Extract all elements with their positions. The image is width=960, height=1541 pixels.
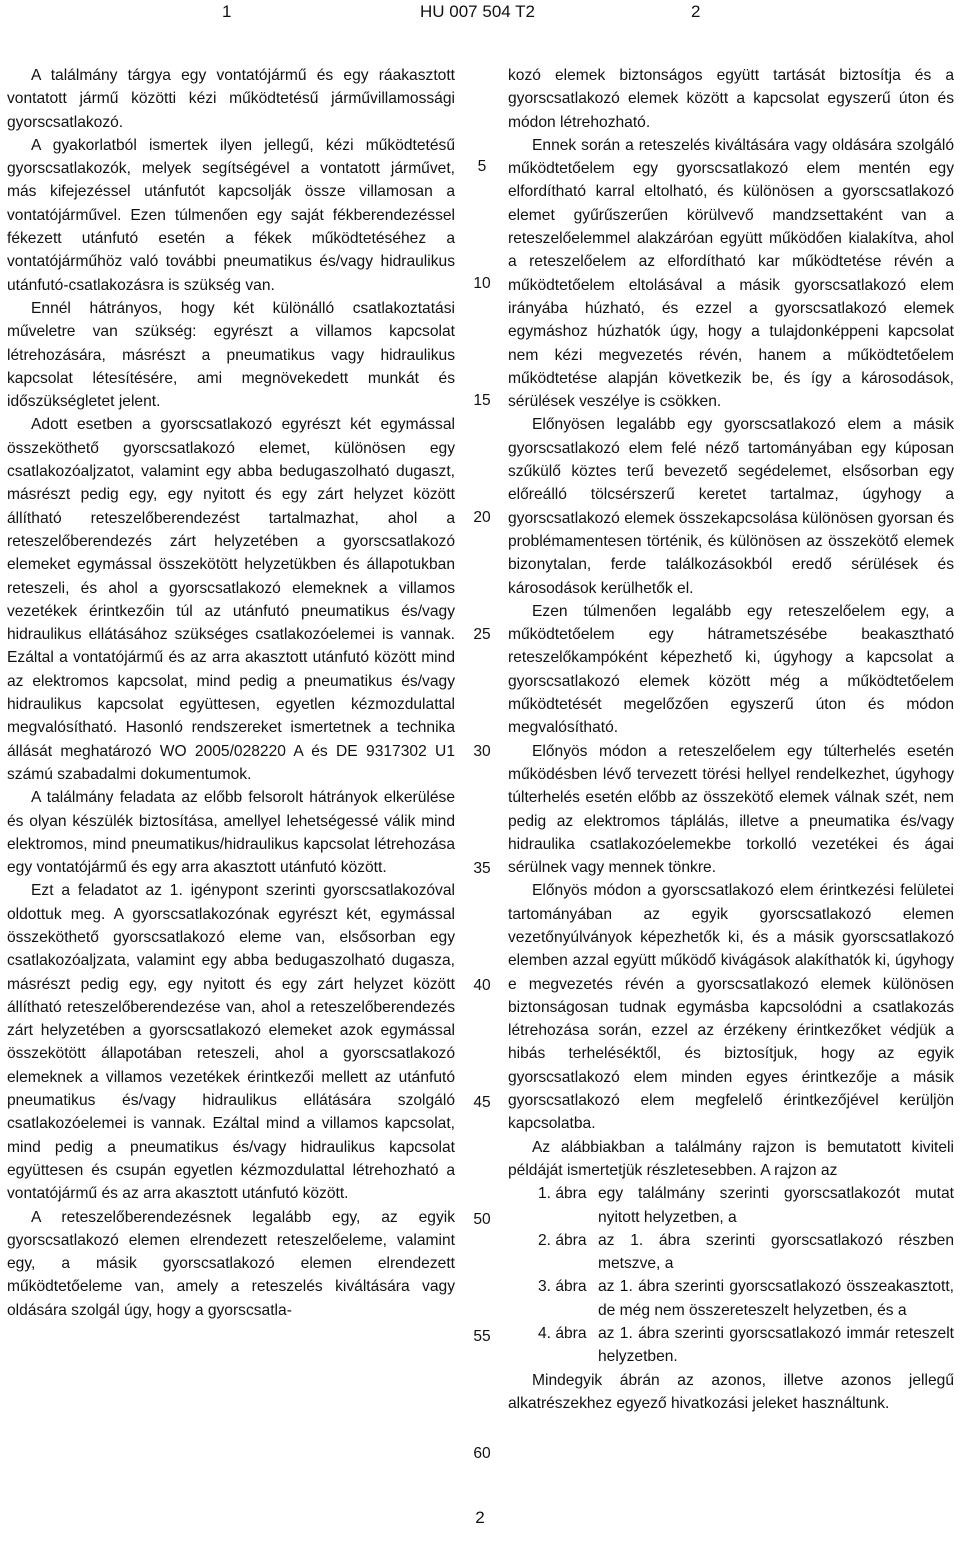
paragraph: Előnyös módon a reteszelőelem egy túlterhelés esetén működésben lévő tervezett törési hellyel rendelkezhet, úgyhogy túlterhelés esetén előbb az összekötő elemek válnak szét, nem pedig az elektromos táplálás, illetve a pneumatika és/vagy hidraulika csatlakozóelemekbe torkolló vezetékei és ágai sérülnek vagy mennek tönkre. [508,742,954,877]
header-doc-number: HU 007 504 T2 [420,2,535,21]
paragraph: A találmány tárgya egy vontatójármű és egy ráakasztott vontatott jármű közötti kézi működtetésű járművillamossági gyorscsatlakozó. [7,67,455,131]
figure-number: 3. ábra [538,1278,587,1296]
list-item [508,1229,954,1276]
paragraph: Ennél hátrányos, hogy két különálló csatlakoztatási műveletre van szükség: egyrészt a villamos kapcsolat létrehozására, másrészt a pneumatikus vagy hidraulikus kapcsolat létesítésére, ami megnövekedett munkát és időszükségletet jelent. [7,299,455,411]
list-item [508,1182,954,1229]
figure-number: 1. ábra [538,1185,587,1203]
paragraph: Adott esetben a gyorscsatlakozó egyrészt két egymással összeköthető gyorscsatlakozó elemet, különösen egy csatlakozóaljzatot, valamint egy abba bedugaszolható dugaszt, másrészt pedig egy, egy nyitott és egy zárt helyzet között állítható reteszelőberendezést tartalmazhat, ahol a reteszelőberendezés zárt helyzetében a gyorscsatlakozó elemeket egymással összekötött helyzetükben és állapotukban reteszeli, és ahol a gyorscsatlakozó elemeknek a villamos vezetékek érintkezőin túl az utánfutó pneumatikus és/vagy hidraulikus ellátásához szükséges csatlakozóelemei is vannak. Ezáltal a vontatójármű és az arra akasztott utánfutó között mind az elektromos kapcsolat, mind pedig a pneumatikus és/vagy hidraulikus kapcsolat együttesen, egyetlen kézmozdulattal megvalósítható. Hasonló rendszereket ismertetnek a technika állását meghatározó WO 2005/028220 A és DE 9317302 U1 számú szabadalmi dokumentumok. [7,416,455,783]
line-number: 15 [473,392,491,409]
figure-description: egy találmány szerinti gyorscsatlakozót mutat nyitott helyzetben, a [598,1185,954,1226]
paragraph: A gyakorlatból ismertek ilyen jellegű, kézi működtetésű gyorscsatlakozók, melyek segítségével a vontatott járművet, más kifejezéssel utánfutót kapcsolják össze villamosan a vontatójárművel. Ezen túlmenően egy saját fékberendezéssel fékezett utánfutó esetén a fékek működtetéséhez a vontatójárműhöz való további pneumatikus és/vagy hidraulikus utánfutó-csatlakozásra is szükség van. [7,136,455,294]
figure-description: az 1. ábra szerinti gyorscsatlakozó részben metszve, a [598,1231,954,1273]
line-number: 35 [473,860,491,877]
left-column [7,64,455,1322]
line-number: 25 [473,626,491,643]
paragraph: Ezen túlmenően legalább egy reteszelőelem egy, a működtetőelem egy hátrametszésébe beakasztható reteszelőkampóként képezhető ki, úgyhogy a kapcsolat a gyorscsatlakozó elemek között még a működtetőelem működtetését megelőzően egyszerű úton és módon megvalósítható. [508,602,954,737]
page-footer [0,1508,960,1528]
list-item [508,1322,954,1369]
paragraph: Ezt a feladatot az 1. igénypont szerinti gyorscsatlakozóval oldottuk meg. A gyorscsatlakozónak egyrészt két, egymással összeköthető gyorscsatlakozó eleme van, elsősorban egy csatlakozóaljzata, valamint egy abba bedugaszolható dugasza, másrészt pedig egy, egy nyitott és egy zárt helyzet között állítható reteszelőberendezése van, ahol a reteszelőberendezés zárt helyzetében a gyorscsatlakozó elemeket azok egymással összekötött állapotában reteszeli, ahol a gyorscsatlakozó elemeknek a villamos vezetékek érintkezői mellett az utánfutó pneumatikus és/vagy hidraulikus ellátására szolgáló csatlakozóelemei is vannak. Ezáltal mind a villamos kapcsolat, mind pedig a pneumatikus és/vagy hidraulikus kapcsolat együttesen és csupán egyetlen kézmozdulattal létrehozható a vontatójármű és az arra akasztott utánfutó között. [7,882,455,1203]
line-number: 60 [473,1445,491,1462]
paragraph: Az alábbiakban a találmány rajzon is bemutatott kiviteli példáját ismertetjük részletesebben. A rajzon az [508,1138,954,1179]
figure-number: 4. ábra [538,1325,587,1343]
paragraph: A reteszelőberendezésnek legalább egy, az egyik gyorscsatlakozó elemen elrendezett reteszelőeleme, valamint egy, a másik gyorscsatlakozó elemen elrendezett működtetőeleme van, amely a reteszelés kiváltására vagy oldására szolgál úgy, hogy a gyorscsatla- [7,1208,455,1319]
paragraph: Előnyös módon a gyorscsatlakozó elem érintkezési felületei tartományában az egyik gyorscsatlakozó elemen vezetőnyúlványok képezhetők ki, és a másik gyorscsatlakozó elemben azzal együtt működő kivágások alakíthatók ki, úgyhogy e megvezetés révén a gyorscsatlakozó elemek különösen biztonságosan tudnak egymásba kapcsolódni a csatlakozás létrehozása során, ezzel az érzékeny érintkezőket védjük a hibás terheléséktől, és biztosítjuk, hogy az egyik gyorscsatlakozó elem minden egyes érintkezője a másik gyorscsatlakozó elem megfelelő érintkezőjével kerüljön kapcsolatba. [508,882,954,1133]
header-page-right: 2 [691,2,701,21]
paragraph: Előnyösen legalább egy gyorscsatlakozó elem a másik gyorscsatlakozó elem felé néző tartományában egy kúposan szűkülő köztes terű bevezető segédelemet, elsősorban egy előreálló tölcsérszerű keretet tartalmaz, úgyhogy a gyorscsatlakozó elemek összekapcsolása különösen gyorsan és problémamentesen történik, és különösen az összekötő elemek bizonytalan, ferde találkozásokból eredő sérülések és károsodások kerülhetők el. [508,416,954,597]
line-number: 5 [477,158,487,175]
page-header [0,0,960,30]
paragraph: Ennek során a reteszelés kiváltására vagy oldására szolgáló működtetőelem egy gyorscsatlakozó elem mentén egy elfordítható karral eltolható, és különösen a gyorscsatlakozó elemet gyűrűszerűen körülvevő mandzsettaként van a reteszelőelemmel alakzáróan együtt működően kialakítva, ahol a reteszelőelem az elfordítható kar működtetése révén a működtetőelem eltolásával a másik gyorscsatlakozó elem irányába húzható, és ezzel a gyorscsatlakozó elemek egymáshoz húzhatók úgy, hogy a tulajdonképpeni kapcsolat nem kézi megvezetés révén, hanem a működtetőelem működtetése alapján következik be, és így a károsodások, sérülések veszélye is csökken. [508,136,954,411]
figure-description: az 1. ábra szerinti gyorscsatlakozó immár reteszelt helyzetben. [598,1325,954,1366]
paragraph: A találmány feladata az előbb felsorolt hátrányok elkerülése és olyan készülék biztosítása, amellyel lehetségessé válik mind elektromos, mind pneumatikus/hidraulikus kapcsolat létrehozása egy vontatójármű és egy arra akasztott utánfutó között. [7,789,455,877]
line-number: 20 [473,509,491,526]
figure-description: az 1. ábra szerinti gyorscsatlakozó összeakasztott, de még nem összereteszelt helyzetben, és a [598,1278,954,1319]
list-item [508,1275,954,1322]
line-number: 45 [473,1094,491,1111]
line-number: 40 [473,977,491,994]
paragraph: Mindegyik ábrán az azonos, illetve azonos jellegű alkatrészekhez egyező hivatkozási jeleket használtunk. [508,1371,954,1412]
header-page-left: 1 [222,2,232,21]
line-number: 50 [473,1211,491,1228]
line-number: 30 [473,743,491,760]
line-number: 10 [473,275,491,292]
figure-list [508,1182,954,1368]
figure-number: 2. ábra [538,1231,587,1249]
paragraph: kozó elemek biztonságos együtt tartását biztosítja és a gyorscsatlakozó elemek között a kapcsolat egyszerű úton és módon létrehozható. [508,67,954,131]
footer-page-number: 2 [475,1508,485,1527]
line-number: 55 [473,1328,491,1345]
right-column [508,64,954,1415]
